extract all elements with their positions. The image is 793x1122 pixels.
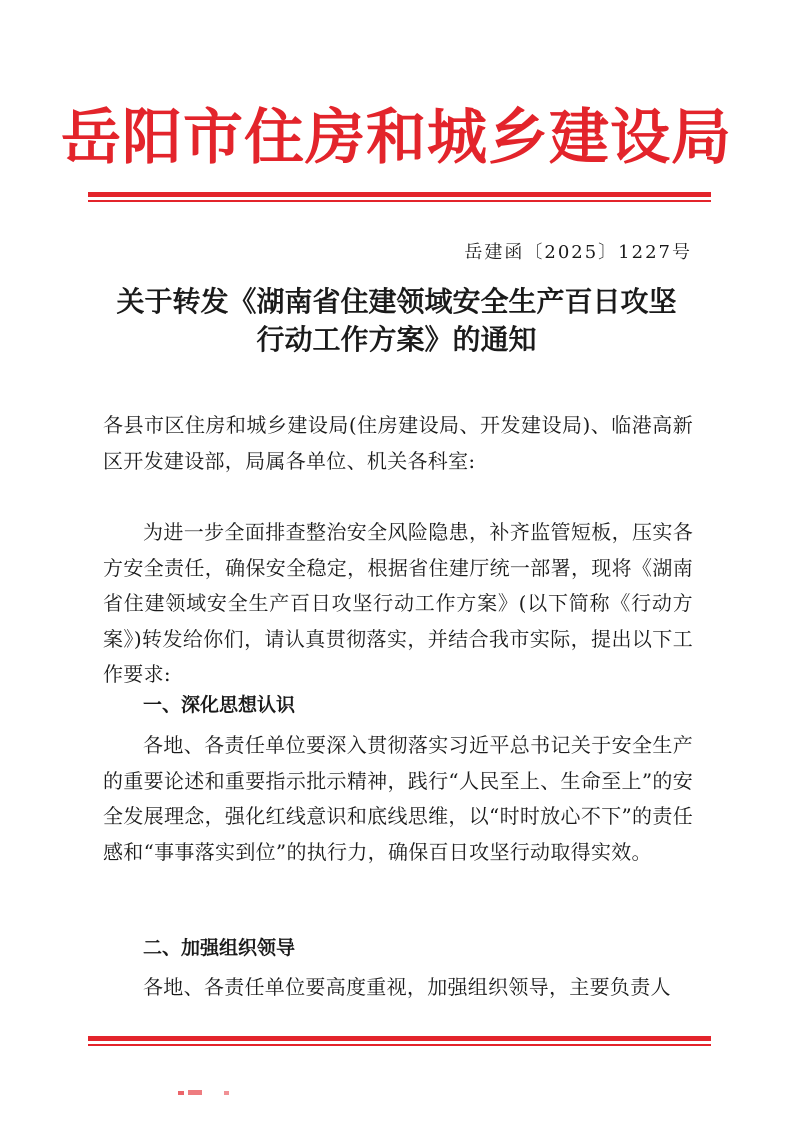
footer-rule-thick [88, 1036, 711, 1041]
agency-masthead: 岳阳市住房和城乡建设局 [61, 103, 732, 173]
salutation-paragraph: 各县市区住房和城乡建设局(住房建设局、开发建设局)、临港高新区开发建设部，局属各单位、机关各科室: [103, 413, 693, 473]
document-title-line-1: 关于转发《湖南省住建领域安全生产百日攻坚 [116, 285, 677, 318]
seal-fragment-mark [178, 1088, 238, 1098]
intro-paragraph: 为进一步全面排查整治安全风险隐患，补齐监管短板，压实各方安全责任，确保安全稳定，根据省住建厅统一部署，现将《湖南省住建领域安全生产百日攻坚行动工作方案》(以下简称《行动方案》)转发给你们，请认真贯彻落实，并结合我市实际，提出以下工作要求: [103, 520, 693, 686]
section-1-paragraph: 各地、各责任单位要深入贯彻落实习近平总书记关于安全生产的重要论述和重要指示批示精神，践行“人民至上、生命至上”的安全发展理念，强化红线意识和底线思维，以“时时放心不下”的责任感和“事事落实到位”的执行力，确保百日攻坚行动取得实效。 [103, 733, 693, 864]
section-heading-1: 一、深化思想认识 [143, 694, 296, 716]
document-title-line-2: 行动工作方案》的通知 [256, 323, 537, 356]
masthead-rule-thick [88, 192, 711, 197]
masthead-rule-thin [88, 200, 711, 202]
section-heading-2: 二、加强组织领导 [143, 937, 296, 959]
section-2-paragraph: 各地、各责任单位要高度重视，加强组织领导，主要负责人 [143, 975, 671, 999]
footer-rule-thin [88, 1044, 711, 1046]
document-number: 岳建函〔2025〕1227号 [464, 242, 692, 263]
